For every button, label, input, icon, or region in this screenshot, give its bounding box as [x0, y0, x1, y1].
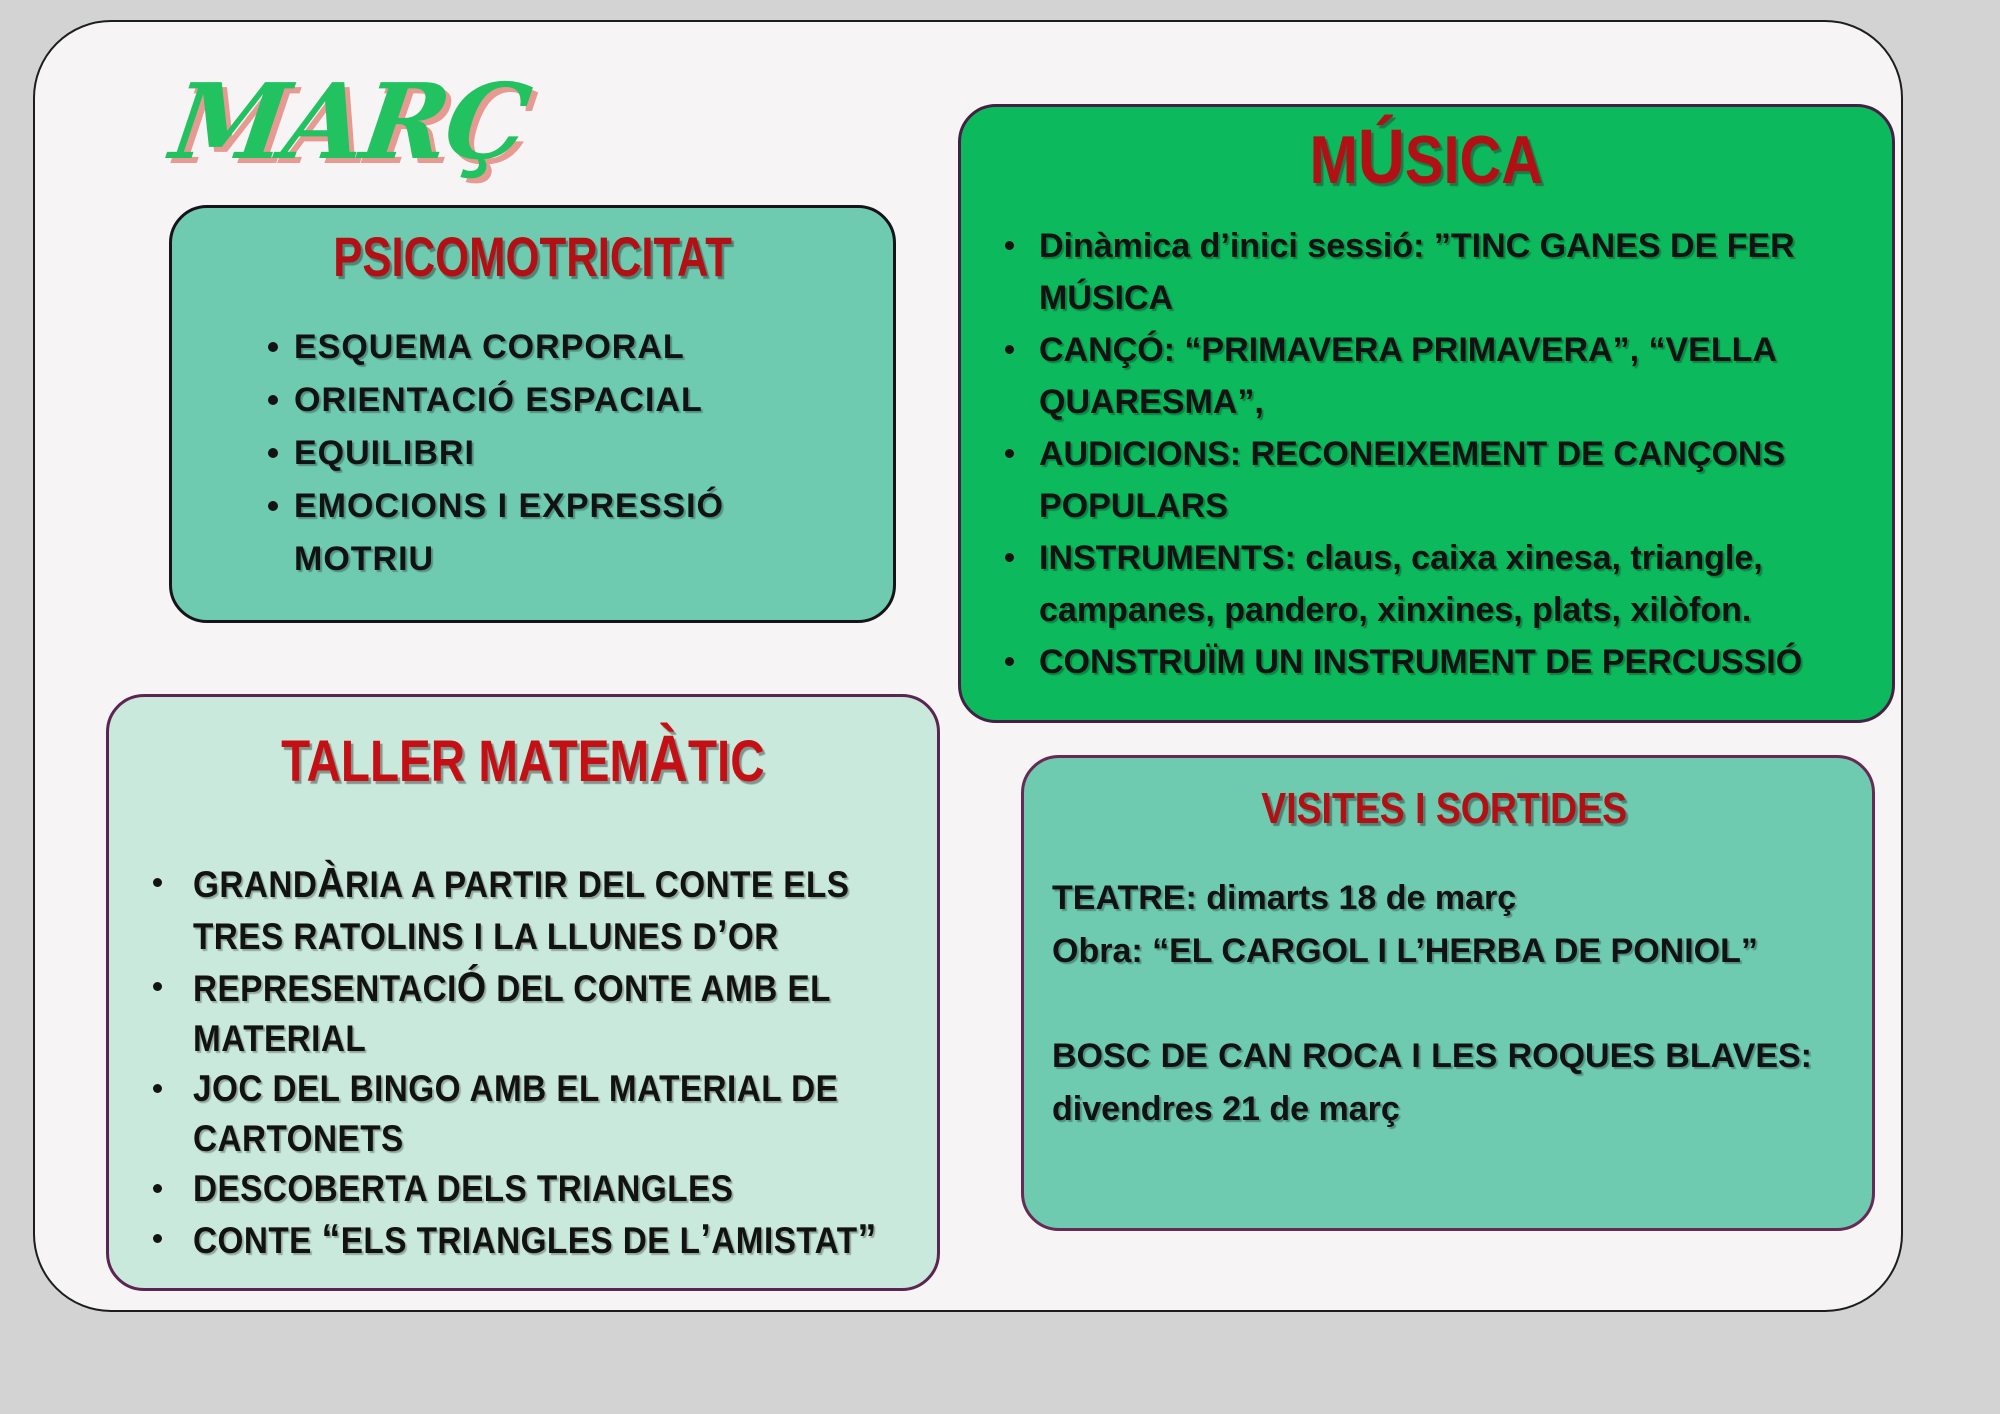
list-item: [153, 1064, 907, 1164]
list-item-text: CONTE “ELS TRIANGLES DE L’AMISTAT”: [193, 1215, 877, 1262]
bullet-dot: [153, 1184, 162, 1193]
list-item-text: REPRESENTACIÓ DEL CONTE AMB EL MATERIAL: [193, 963, 831, 1059]
section-visites-i-sortides: [1021, 755, 1875, 1231]
list-item: [153, 858, 907, 962]
list-item-text: EMOCIONS I EXPRESSIÓ MOTRIU: [294, 487, 724, 578]
list-item: [153, 1214, 907, 1266]
list-item-text: JOC DEL BINGO AMB EL MATERIAL DE CARTONETS: [193, 1068, 839, 1159]
bullet-dot: [1005, 657, 1014, 666]
list-item: [153, 962, 907, 1064]
list-item: [1005, 636, 1862, 688]
section-musica: [958, 104, 1895, 723]
teatre-line: TEATRE: dimarts 18 de març: [1052, 879, 1517, 917]
list-item: [1005, 532, 1862, 636]
psicomotricitat-list: [268, 321, 865, 586]
bosc-line: BOSC DE CAN ROCA I LES ROQUES BLAVES: divendres 21 de març: [1052, 1037, 1812, 1128]
list-item-text: ORIENTACIÓ ESPACIAL: [294, 381, 703, 419]
list-item: [1005, 220, 1862, 324]
list-item-text: AUDICIONS: RECONEIXEMENT DE CANÇONS POPULARS: [1039, 435, 1786, 525]
month-title: [164, 60, 535, 185]
list-item: [268, 321, 865, 374]
list-item: [268, 427, 865, 480]
list-item-text: ESQUEMA CORPORAL: [294, 328, 685, 366]
obra-line: Obra: “EL CARGOL I L’HERBA DE PONIOL”: [1052, 932, 1758, 970]
poster-card: [33, 20, 1903, 1312]
bullet-dot: [153, 1084, 162, 1093]
visites-body: [1052, 872, 1836, 1136]
bullet-dot: [153, 982, 162, 991]
list-item-text: CANÇÓ: “PRIMAVERA PRIMAVERA”, “VELLA QUARESMA”,: [1039, 331, 1776, 421]
list-item-text: Dinàmica d’inici sessió: ”TINC GANES DE FER MÚSICA: [1039, 227, 1795, 317]
month-title-text: MARÇ: [164, 60, 535, 183]
bullet-dot: [1005, 553, 1014, 562]
list-item-text: INSTRUMENTS: claus, caixa xinesa, triangle, campanes, pandero, xinxines, plats, xilòfon.: [1039, 539, 1763, 629]
section-title-musica: MÚSICA: [1309, 114, 1544, 200]
bullet-dot: [268, 342, 278, 352]
list-item: [1005, 324, 1862, 428]
bullet-dot: [268, 501, 278, 511]
taller-matematic-list: [153, 858, 907, 1266]
list-item-text: GRANDÀRIA A PARTIR DEL CONTE ELS TRES RATOLINS I LA LLUNES D’OR: [193, 859, 850, 958]
list-item: [268, 374, 865, 427]
section-psicomotricitat: [169, 205, 896, 623]
bullet-dot: [1005, 449, 1014, 458]
bullet-dot: [153, 878, 162, 887]
list-item-text: CONSTRUÏM UN INSTRUMENT DE PERCUSSIÓ: [1039, 643, 1803, 681]
section-title-visites-i-sortides: VISITES I SORTIDES: [1261, 784, 1627, 833]
section-taller-matematic: [106, 694, 940, 1291]
list-item-text: EQUILIBRI: [294, 434, 475, 472]
bullet-dot: [1005, 241, 1014, 250]
list-item: [268, 480, 865, 586]
section-title-psicomotricitat: PSICOMOTRICITAT: [333, 225, 732, 288]
bullet-dot: [1005, 345, 1014, 354]
bullet-dot: [153, 1234, 162, 1243]
bullet-dot: [268, 448, 278, 458]
list-item: [1005, 428, 1862, 532]
bullet-dot: [268, 395, 278, 405]
list-item: [153, 1164, 907, 1214]
list-item-text: DESCOBERTA DELS TRIANGLES: [193, 1168, 734, 1209]
musica-list: [1005, 220, 1862, 688]
section-title-taller-matematic: TALLER MATEMÀTIC: [281, 722, 765, 795]
